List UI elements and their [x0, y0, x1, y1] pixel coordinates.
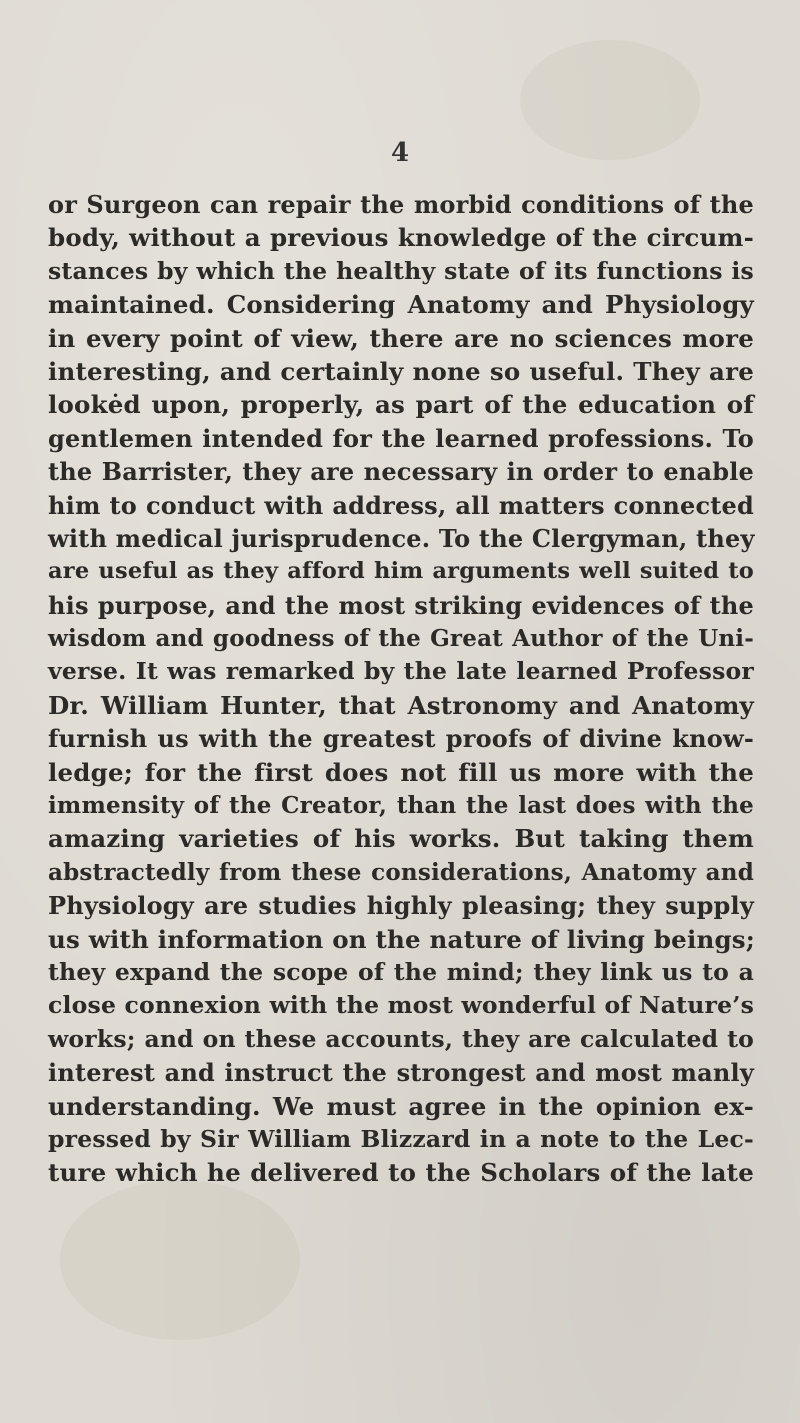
text-line: gentlemen intended for the learned professions. To [48, 423, 754, 453]
text-line: are useful as they afford him arguments well suited to [48, 558, 754, 585]
text-line: they expand the scope of the mind; they link us to a [48, 957, 754, 986]
text-line: pressed by Sir William Blizzard in a note to the Lec- [48, 1124, 754, 1153]
text-line: in every point of view, there are no sciences more [48, 323, 754, 353]
text-line: the Barrister, they are necessary in order to enable [48, 457, 754, 487]
text-line: body, without a previous knowledge of the circum- [48, 223, 754, 253]
text-line: abstractedly from these considerations, Anatomy and [48, 858, 754, 886]
text-line: immensity of the Creator, than the last does with the [48, 792, 754, 820]
text-line: interesting, and certainly none so useful. They are [48, 356, 754, 386]
text-line: interest and instruct the strongest and most manly [48, 1058, 754, 1088]
text-line: his purpose, and the most striking evidences of the [48, 590, 754, 620]
text-line: ledge; for the first does not fill us more with the [48, 757, 754, 787]
paper-stain [60, 1180, 300, 1340]
text-line: wisdom and goodness of the Great Author of the Uni- [48, 625, 754, 653]
text-line: furnish us with the greatest proofs of divine know- [48, 724, 754, 754]
body-text [48, 188, 754, 1190]
text-line: Physiology are studies highly pleasing; they supply [48, 891, 754, 921]
text-line: stances by which the healthy state of its functions is [48, 256, 754, 285]
page-number: 4 [390, 138, 410, 168]
text-line: with medical jurisprudence. To the Clergyman, they [48, 523, 755, 553]
text-line: lookėd upon, properly, as part of the education of [48, 390, 754, 420]
text-line: him to conduct with address, all matters connected [48, 490, 754, 520]
text-line: verse. It was remarked by the late learned Professor [48, 657, 754, 686]
text-line: Dr. William Hunter, that Astronomy and Anatomy [48, 690, 754, 720]
text-line: amazing varieties of his works. But taking them [48, 824, 754, 854]
text-line: works; and on these accounts, they are calculated to [48, 1024, 754, 1053]
text-line: maintained. Considering Anatomy and Physiology [48, 290, 754, 320]
text-line: or Surgeon can repair the morbid conditions of the [48, 190, 754, 219]
text-line: ture which he delivered to the Scholars of the late [48, 1158, 754, 1188]
text-line: us with information on the nature of living beings; [48, 924, 756, 954]
text-line: close connexion with the most wonderful of Nature’s [48, 991, 755, 1020]
text-line: understanding. We must agree in the opinion ex- [48, 1091, 754, 1121]
